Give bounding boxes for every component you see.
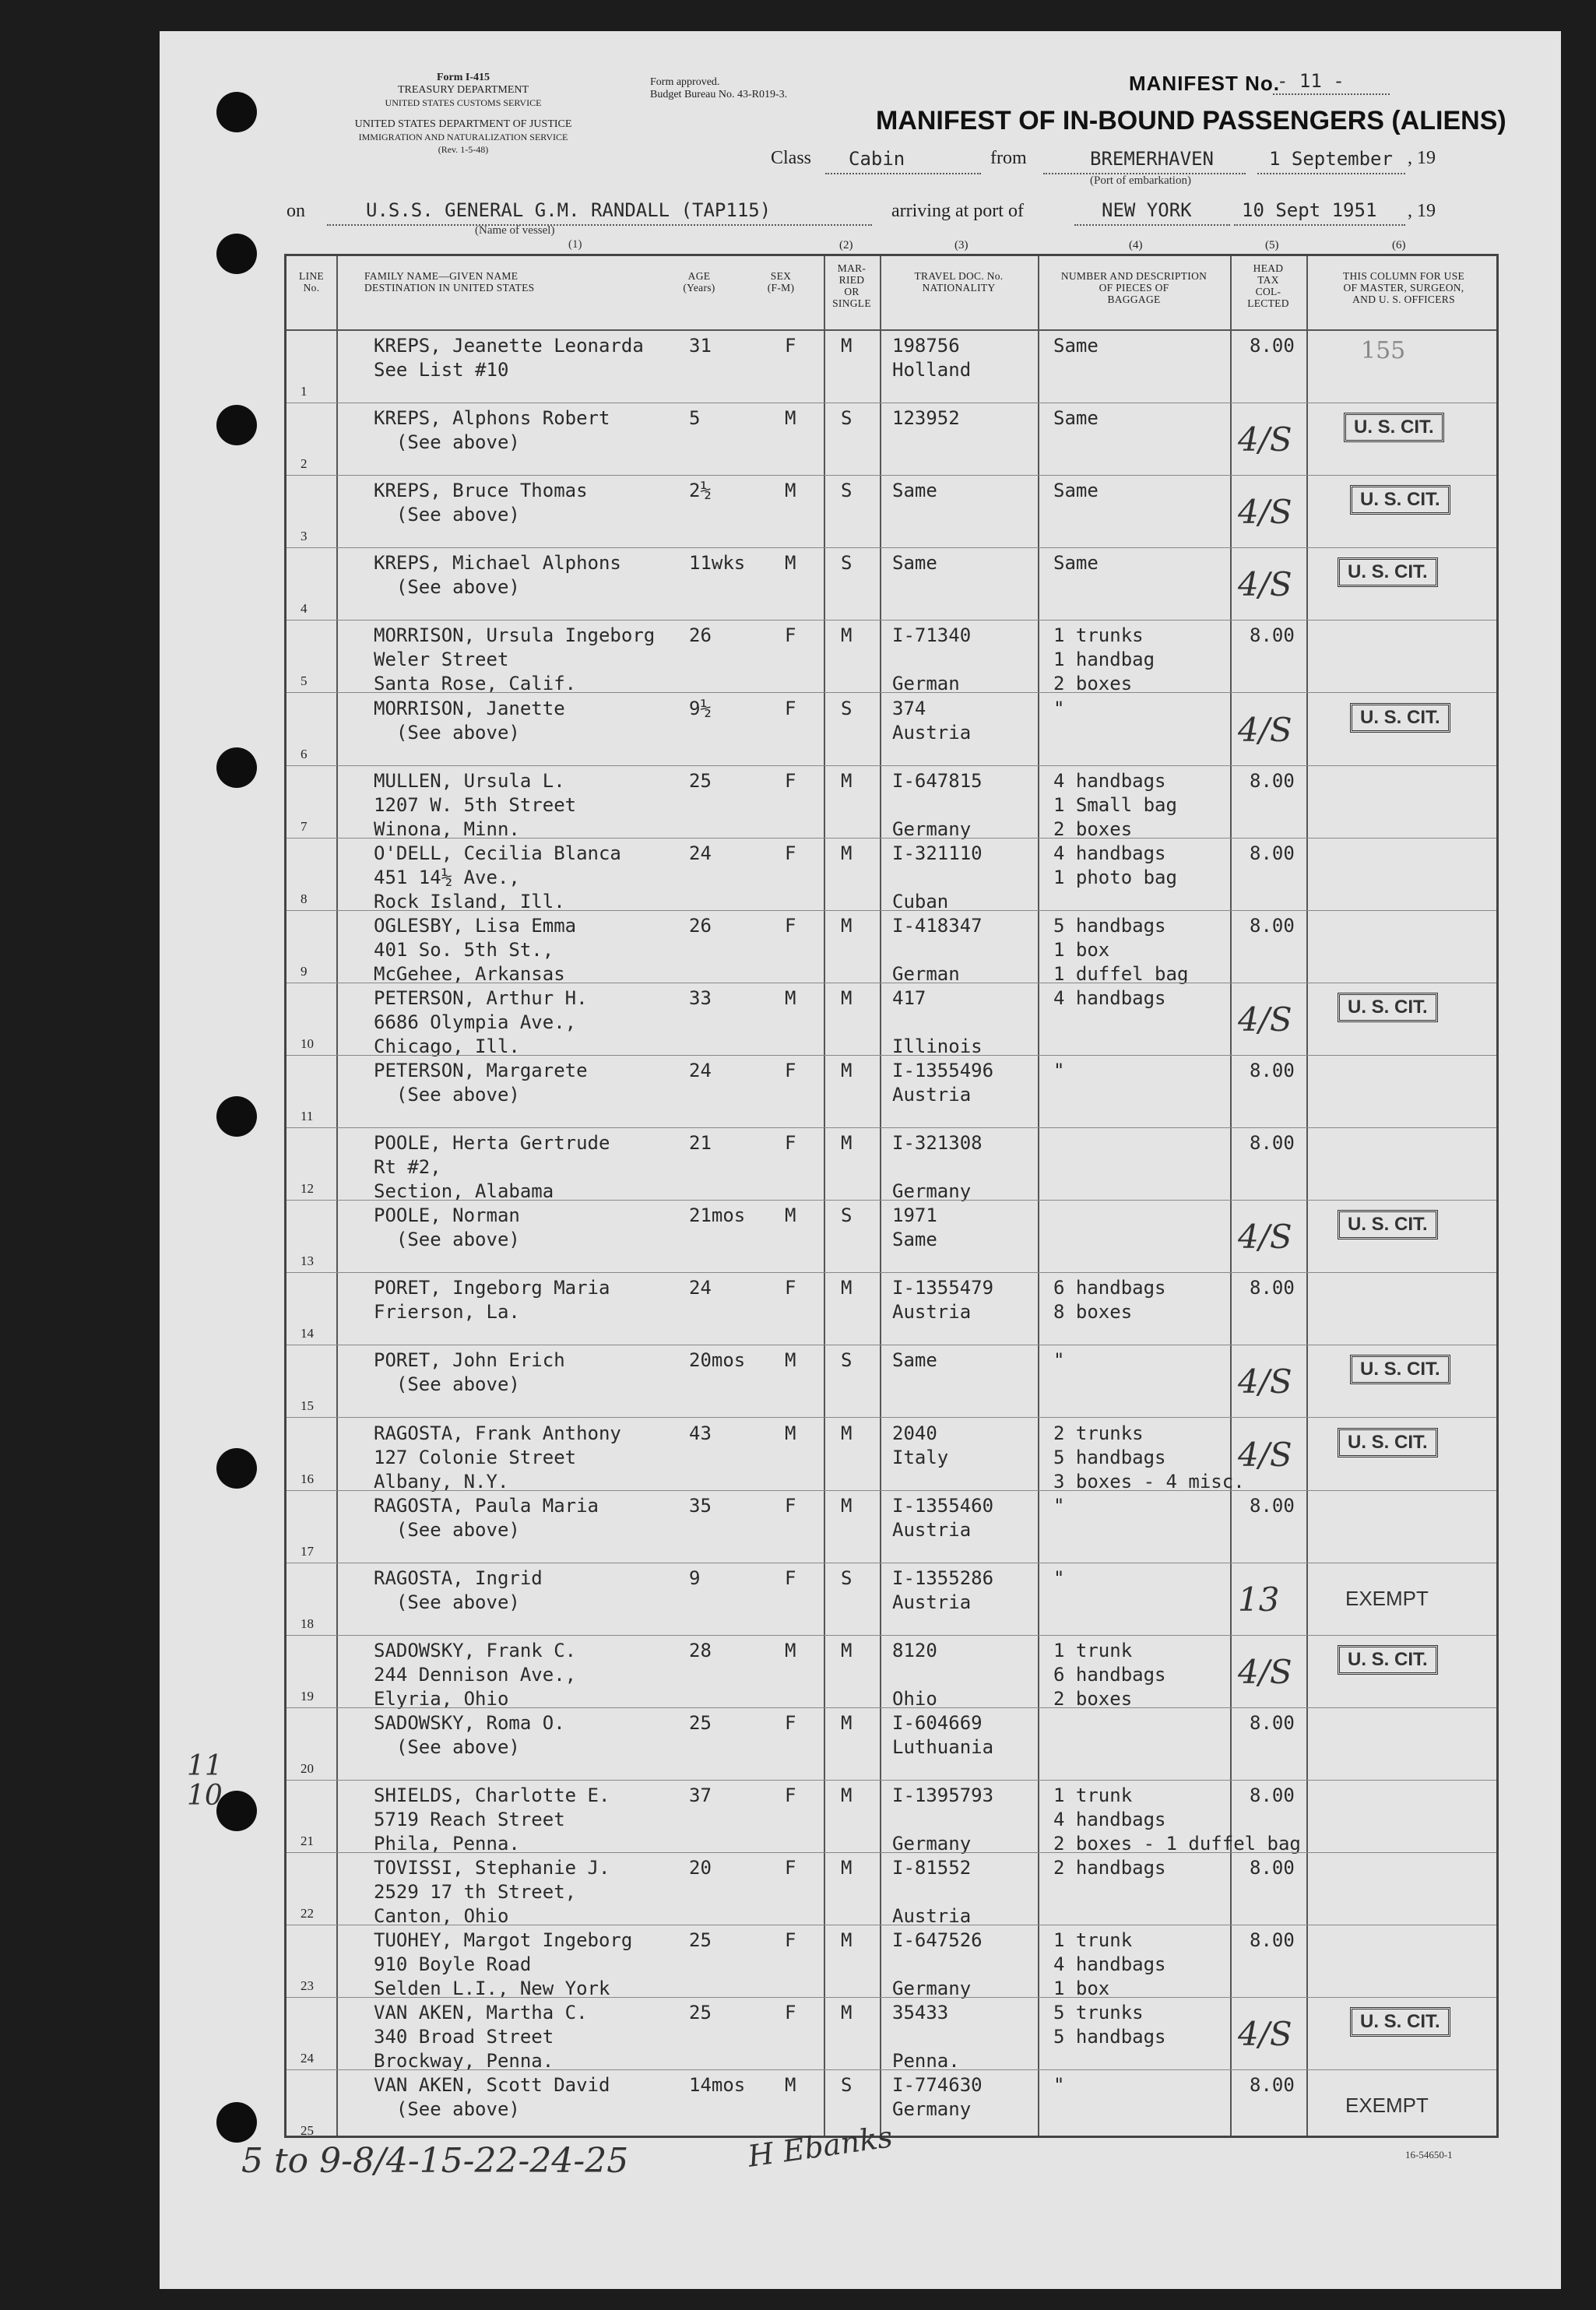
passenger-sex: M <box>785 480 796 502</box>
punch-hole <box>216 405 257 445</box>
passenger-marital-status: M <box>841 624 852 647</box>
line-number: 17 <box>301 1543 314 1559</box>
baggage-description: 2 trunks 5 handbags 3 boxes - 4 misc. <box>1053 1422 1245 1493</box>
punch-hole <box>216 92 257 132</box>
travel-doc-nationality: I-1355460 Austria <box>892 1494 994 1541</box>
baggage-description: 1 trunk 6 handbags 2 boxes <box>1053 1639 1166 1710</box>
head-tax: 8.00 <box>1250 1060 1295 1081</box>
passenger-sex: F <box>785 1566 796 1589</box>
passenger-marital-status: M <box>841 842 852 864</box>
handwritten-mark: 4/S <box>1238 1218 1292 1257</box>
passenger-marital-status: M <box>841 1857 852 1879</box>
on-label: on <box>287 201 305 221</box>
punch-hole <box>216 747 257 788</box>
table-row <box>287 1491 1496 1564</box>
head-tax: 8.00 <box>1250 1857 1295 1879</box>
us-citizen-stamp: U. S. CIT. <box>1338 1210 1438 1239</box>
baggage-description: " <box>1053 697 1065 719</box>
line-number: 18 <box>301 1616 314 1631</box>
manifest-title: MANIFEST OF IN-BOUND PASSENGERS (ALIENS) <box>876 106 1506 135</box>
underline <box>1257 173 1405 174</box>
travel-doc-nationality: 123952 <box>892 407 960 430</box>
table-row <box>287 476 1496 549</box>
form-approval <box>650 76 787 101</box>
travel-doc-nationality: I-1355479 Austria <box>892 1277 994 1324</box>
dept-customs: UNITED STATES CUSTOMS SERVICE <box>385 97 542 108</box>
travel-doc-nationality: I-321308 Germany <box>892 1132 983 1203</box>
official-number: 155 <box>1361 337 1406 364</box>
punch-hole <box>216 1096 257 1137</box>
table-row <box>287 911 1496 984</box>
handwritten-signature: H Ebanks <box>745 2119 895 2174</box>
passenger-name-destination: O'DELL, Cecilia Blanca 451 14½ Ave., Rock Island, Ill. <box>374 842 621 912</box>
baggage-description: 4 handbags 1 photo bag <box>1053 842 1177 888</box>
passenger-sex: F <box>785 1132 796 1155</box>
passenger-sex: F <box>785 697 796 719</box>
line-number: 13 <box>301 1253 314 1269</box>
head-tax: 8.00 <box>1250 1277 1295 1299</box>
table-row <box>287 1273 1496 1346</box>
table-row <box>287 1345 1496 1419</box>
passenger-sex: F <box>785 914 796 937</box>
passenger-sex: M <box>785 986 796 1009</box>
passenger-sex: F <box>785 624 796 647</box>
passenger-sex: F <box>785 1494 796 1517</box>
baggage-description: Same <box>1053 480 1099 502</box>
passenger-age: 37 <box>689 1784 712 1806</box>
passenger-age: 25 <box>689 2002 712 2024</box>
line-number: 14 <box>301 1326 314 1341</box>
table-row <box>287 1998 1496 2071</box>
passenger-sex: M <box>785 1422 796 1444</box>
table-row <box>287 548 1496 621</box>
table-row <box>287 1201 1496 1274</box>
travel-doc-nationality: 417 Illinois <box>892 986 983 1057</box>
passenger-age: 21 <box>689 1132 712 1155</box>
travel-doc-nationality: I-1395793 Germany <box>892 1784 994 1855</box>
passenger-name-destination: SADOWSKY, Frank C. 244 Dennison Ave., Elyria, Ohio <box>374 1639 577 1710</box>
baggage-description: Same <box>1053 407 1099 430</box>
table-row <box>287 1419 1496 1492</box>
travel-doc-nationality: I-604669 Luthuania <box>892 1711 994 1758</box>
table-row <box>287 1563 1496 1637</box>
passenger-name-destination: RAGOSTA, Frank Anthony 127 Colonie Street Albany, N.Y. <box>374 1422 621 1493</box>
passenger-age: 24 <box>689 842 712 864</box>
line-number: 23 <box>301 1978 314 1994</box>
column-header-travel-doc: TRAVEL DOC. No. NATIONALITY <box>914 270 1004 294</box>
table-row <box>287 331 1496 404</box>
line-number: 6 <box>301 746 308 761</box>
baggage-description: " <box>1053 1494 1065 1517</box>
passenger-name-destination: OGLESBY, Lisa Emma 401 So. 5th St., McGehee, Arkansas <box>374 914 577 985</box>
handwritten-mark: 4/S <box>1238 2015 1292 2054</box>
passenger-age: 28 <box>689 1639 712 1661</box>
year2-label: , 19 <box>1408 201 1436 221</box>
passenger-age: 43 <box>689 1422 712 1444</box>
form-revision: (Rev. 1-5-48) <box>438 144 489 155</box>
manifest-number: - 11 - <box>1277 70 1345 92</box>
passenger-name-destination: MORRISON, Janette (See above) <box>374 697 565 744</box>
passenger-name-destination: PETERSON, Margarete (See above) <box>374 1060 588 1106</box>
passenger-name-destination: VAN AKEN, Martha C. 340 Broad Street Brockway, Penna. <box>374 2002 588 2073</box>
line-number: 8 <box>301 891 308 906</box>
underline <box>1234 224 1405 226</box>
passenger-age: 25 <box>689 1711 712 1734</box>
column-header-name: FAMILY NAME—GIVEN NAME DESTINATION IN UNITED STATES <box>364 270 535 294</box>
passenger-sex: F <box>785 335 796 357</box>
exempt-stamp: EXEMPT <box>1345 2094 1429 2118</box>
head-tax: 8.00 <box>1250 1929 1295 1952</box>
baggage-description: 4 handbags 1 Small bag 2 boxes <box>1053 769 1177 840</box>
head-tax: 8.00 <box>1250 842 1295 864</box>
arrival-port: NEW YORK <box>1102 199 1192 221</box>
passenger-marital-status: M <box>841 1277 852 1299</box>
table-row <box>287 1128 1496 1201</box>
travel-doc-nationality: 2040 Italy <box>892 1422 949 1468</box>
head-tax: 8.00 <box>1250 335 1295 357</box>
passenger-marital-status: M <box>841 1784 852 1806</box>
travel-doc-nationality: I-647526 Germany <box>892 1929 983 2000</box>
passenger-age: 2½ <box>689 480 712 502</box>
passenger-name-destination: SADOWSKY, Roma O. (See above) <box>374 1711 565 1758</box>
from-value: BREMERHAVEN <box>1090 148 1214 170</box>
handwritten-mark: 4/S <box>1238 493 1292 532</box>
baggage-description: 1 trunks 1 handbag 2 boxes <box>1053 624 1155 695</box>
passenger-marital-status: S <box>841 407 852 430</box>
travel-doc-nationality: 8120 Ohio <box>892 1639 937 1710</box>
passenger-marital-status: M <box>841 1422 852 1444</box>
passenger-marital-status: S <box>841 1204 852 1227</box>
arrival-date: 10 Sept 1951 <box>1242 199 1377 221</box>
us-citizen-stamp: U. S. CIT. <box>1344 413 1444 442</box>
passenger-sex: M <box>785 2074 796 2097</box>
line-number: 11 <box>301 1109 314 1123</box>
passenger-sex: F <box>785 769 796 792</box>
passenger-name-destination: KREPS, Michael Alphons (See above) <box>374 552 621 599</box>
passenger-name-destination: PORET, John Erich (See above) <box>374 1349 565 1396</box>
footer-code: 16-54650-1 <box>1405 2149 1453 2161</box>
travel-doc-nationality: I-774630 Germany <box>892 2074 983 2121</box>
baggage-description: 1 trunk 4 handbags 1 box <box>1053 1929 1166 2000</box>
passenger-name-destination: KREPS, Jeanette Leonarda See List #10 <box>374 335 644 381</box>
passenger-name-destination: RAGOSTA, Ingrid (See above) <box>374 1566 543 1613</box>
passenger-sex: F <box>785 2002 796 2024</box>
passenger-name-destination: MULLEN, Ursula L. 1207 W. 5th Street Winona, Minn. <box>374 769 577 840</box>
travel-doc-nationality: 1971 Same <box>892 1204 937 1251</box>
line-number: 19 <box>301 1688 314 1703</box>
line-number: 24 <box>301 2051 314 2066</box>
passenger-sex: M <box>785 1639 796 1661</box>
travel-doc-nationality: I-647815 Germany <box>892 769 983 840</box>
passenger-age: 26 <box>689 624 712 647</box>
baggage-description: 5 trunks 5 handbags <box>1053 2002 1166 2048</box>
passenger-name-destination: POOLE, Norman (See above) <box>374 1204 520 1251</box>
head-tax: 8.00 <box>1250 624 1295 647</box>
passenger-sex: M <box>785 1349 796 1372</box>
passenger-age: 25 <box>689 1929 712 1952</box>
punch-hole <box>216 234 257 274</box>
passenger-marital-status: M <box>841 986 852 1009</box>
arriving-label: arriving at port of <box>891 201 1024 221</box>
column-header-head-tax: HEAD TAX COL- LECTED <box>1247 262 1289 309</box>
form-number: Form I-415 <box>436 72 490 83</box>
class-label: Class <box>771 148 812 168</box>
passenger-marital-status: M <box>841 1494 852 1517</box>
head-tax: 8.00 <box>1250 1494 1295 1517</box>
line-number: 7 <box>301 818 308 834</box>
passenger-marital-status: S <box>841 697 852 719</box>
handwritten-mark: 4/S <box>1238 1435 1292 1474</box>
us-citizen-stamp: U. S. CIT. <box>1338 1645 1438 1675</box>
passenger-marital-status: S <box>841 1349 852 1372</box>
baggage-description: " <box>1053 1349 1065 1372</box>
travel-doc-nationality: I-1355286 Austria <box>892 1566 994 1613</box>
passenger-sex: F <box>785 1929 796 1952</box>
passenger-marital-status: M <box>841 769 852 792</box>
baggage-description: 1 trunk 4 handbags 2 boxes - 1 duffel bag <box>1053 1784 1301 1855</box>
baggage-description: " <box>1053 1060 1065 1081</box>
passenger-marital-status: M <box>841 1929 852 1952</box>
column-header-officers: THIS COLUMN FOR USE OF MASTER, SURGEON, AND U. S. OFFICERS <box>1342 270 1465 305</box>
column-header-line: LINE No. <box>299 270 324 294</box>
table-row <box>287 1056 1496 1129</box>
passenger-name-destination: MORRISON, Ursula Ingeborg Weler Street Santa Rose, Calif. <box>374 624 656 695</box>
passenger-marital-status: S <box>841 552 852 575</box>
head-tax: 8.00 <box>1250 1711 1295 1734</box>
vessel-column-number: (1) <box>568 238 582 251</box>
underline <box>1273 93 1390 95</box>
line-number: 4 <box>301 601 308 617</box>
manifest-number-label: MANIFEST No. <box>1129 72 1280 95</box>
passenger-sex: M <box>785 407 796 430</box>
baggage-description: Same <box>1053 552 1099 575</box>
line-number: 5 <box>301 673 308 689</box>
passenger-marital-status: M <box>841 1639 852 1661</box>
passenger-marital-status: M <box>841 1060 852 1081</box>
passenger-sex: F <box>785 1857 796 1879</box>
head-tax: 8.00 <box>1250 1784 1295 1806</box>
table-row <box>287 403 1496 476</box>
passenger-name-destination: PETERSON, Arthur H. 6686 Olympia Ave., Chicago, Ill. <box>374 986 588 1057</box>
passenger-age: 35 <box>689 1494 712 1517</box>
handwritten-line-list: 5 to 9-8/4-15-22-24-25 <box>241 2141 629 2181</box>
baggage-description: " <box>1053 1566 1065 1589</box>
travel-doc-nationality: Same <box>892 552 937 575</box>
passenger-name-destination: POOLE, Herta Gertrude Rt #2, Section, Alabama <box>374 1132 610 1203</box>
passenger-name-destination: VAN AKEN, Scott David (See above) <box>374 2074 610 2121</box>
passenger-marital-status: S <box>841 1566 852 1589</box>
passenger-age: 24 <box>689 1277 712 1299</box>
handwritten-mark: 4/S <box>1238 565 1292 604</box>
passenger-name-destination: SHIELDS, Charlotte E. 5719 Reach Street Phila, Penna. <box>374 1784 610 1855</box>
passenger-sex: F <box>785 1277 796 1299</box>
embarkation-note: (Port of embarkation) <box>1090 174 1191 187</box>
passenger-age: 14mos <box>689 2074 746 2097</box>
head-tax: 8.00 <box>1250 769 1295 792</box>
baggage-description: 4 handbags <box>1053 986 1166 1009</box>
line-number: 22 <box>301 1906 314 1921</box>
handwritten-mark: 13 <box>1238 1580 1280 1619</box>
passenger-age: 31 <box>689 335 712 357</box>
handwritten-side-note: 11 10 <box>187 1750 223 1812</box>
passenger-sex: M <box>785 552 796 575</box>
year-label: , 19 <box>1408 148 1436 168</box>
column-number: (6) <box>1392 239 1406 251</box>
table-row <box>287 1708 1496 1781</box>
passenger-age: 33 <box>689 986 712 1009</box>
passenger-sex: F <box>785 1060 796 1081</box>
passenger-sex: F <box>785 1711 796 1734</box>
approved-line2: Budget Bureau No. 43-R019-3. <box>650 89 788 100</box>
passenger-name-destination: TUOHEY, Margot Ingeborg 910 Boyle Road Selden L.I., New York <box>374 1929 633 2000</box>
travel-doc-nationality: I-1355496 Austria <box>892 1060 994 1106</box>
passenger-marital-status: M <box>841 2002 852 2024</box>
handwritten-mark: 4/S <box>1238 1000 1292 1039</box>
travel-doc-nationality: 198756 Holland <box>892 335 972 381</box>
handwritten-mark: 4/S <box>1238 1362 1292 1401</box>
column-header-sex: SEX (F-M) <box>767 270 795 294</box>
passenger-marital-status: S <box>841 2074 852 2097</box>
passenger-marital-status: M <box>841 1132 852 1155</box>
passenger-name-destination: RAGOSTA, Paula Maria (See above) <box>374 1494 599 1541</box>
column-header-baggage: NUMBER AND DESCRIPTION OF PIECES OF BAGGAGE <box>1060 270 1208 305</box>
line-number: 15 <box>301 1398 314 1414</box>
from-label: from <box>990 148 1027 168</box>
passenger-table <box>284 239 1499 2139</box>
table-row <box>287 621 1496 694</box>
passenger-age: 21mos <box>689 1204 746 1227</box>
underline <box>327 224 872 226</box>
passenger-marital-status: S <box>841 480 852 502</box>
table-row <box>287 1781 1496 1854</box>
passenger-age: 9 <box>689 1566 701 1589</box>
passenger-age: 26 <box>689 914 712 937</box>
column-header-married: MAR- RIED OR SINGLE <box>832 262 871 309</box>
passenger-age: 24 <box>689 1060 712 1081</box>
handwritten-mark: 4/S <box>1238 1652 1292 1691</box>
table-row <box>287 983 1496 1057</box>
table-row <box>287 839 1496 912</box>
column-header-age: AGE (Years) <box>683 270 715 294</box>
us-citizen-stamp: U. S. CIT. <box>1338 557 1438 587</box>
baggage-description: " <box>1053 2074 1065 2097</box>
passenger-age: 20 <box>689 1857 712 1879</box>
underline <box>825 173 981 174</box>
passenger-marital-status: M <box>841 914 852 937</box>
line-number: 12 <box>301 1181 314 1197</box>
line-number: 9 <box>301 963 308 979</box>
punch-hole <box>216 2102 257 2143</box>
departure-date: 1 September <box>1269 148 1393 170</box>
baggage-description: Same <box>1053 335 1099 357</box>
passenger-age: 11wks <box>689 552 746 575</box>
column-number: (4) <box>1129 239 1143 251</box>
table-row <box>287 766 1496 839</box>
underline <box>1074 224 1230 226</box>
passenger-name-destination: KREPS, Bruce Thomas (See above) <box>374 480 588 526</box>
line-number: 2 <box>301 456 308 472</box>
us-citizen-stamp: U. S. CIT. <box>1350 703 1450 733</box>
us-citizen-stamp: U. S. CIT. <box>1338 1428 1438 1457</box>
passenger-age: 9½ <box>689 697 712 719</box>
travel-doc-nationality: Same <box>892 480 937 502</box>
passenger-sex: F <box>785 1784 796 1806</box>
line-number: 25 <box>301 2123 314 2139</box>
table-row <box>287 694 1496 767</box>
form-header-left <box>296 72 631 156</box>
us-citizen-stamp: U. S. CIT. <box>1338 993 1438 1022</box>
table-row <box>287 1925 1496 1999</box>
approved-line1: Form approved. <box>650 76 720 88</box>
passenger-age: 25 <box>689 769 712 792</box>
head-tax: 8.00 <box>1250 2074 1295 2097</box>
line-number: 21 <box>301 1834 314 1848</box>
travel-doc-nationality: 374 Austria <box>892 697 972 744</box>
baggage-description: 2 handbags <box>1053 1857 1166 1879</box>
us-citizen-stamp: U. S. CIT. <box>1350 1355 1450 1384</box>
column-number: (3) <box>954 239 968 251</box>
line-number: 16 <box>301 1471 314 1486</box>
dept-treasury: TREASURY DEPARTMENT <box>397 84 529 96</box>
passenger-marital-status: M <box>841 335 852 357</box>
passenger-age: 20mos <box>689 1349 746 1372</box>
travel-doc-nationality: Same <box>892 1349 937 1372</box>
travel-doc-nationality: 35433 Penna. <box>892 2002 960 2073</box>
travel-doc-nationality: I-418347 German <box>892 914 983 985</box>
baggage-description: 5 handbags 1 box 1 duffel bag <box>1053 914 1189 985</box>
handwritten-mark: 4/S <box>1238 420 1292 459</box>
head-tax: 8.00 <box>1250 914 1295 937</box>
table-row <box>287 1636 1496 1709</box>
dept-justice: UNITED STATES DEPARTMENT OF JUSTICE <box>354 118 572 130</box>
vessel-name: U.S.S. GENERAL G.M. RANDALL (TAP115) <box>366 199 772 221</box>
travel-doc-nationality: I-321110 Cuban <box>892 842 983 912</box>
column-number: (2) <box>839 239 853 251</box>
line-number: 1 <box>301 384 308 399</box>
head-tax: 8.00 <box>1250 1132 1295 1155</box>
passenger-name-destination: KREPS, Alphons Robert (See above) <box>374 407 610 454</box>
us-citizen-stamp: U. S. CIT. <box>1350 2007 1450 2037</box>
vessel-note: (Name of vessel) <box>475 224 555 237</box>
dept-immigration: IMMIGRATION AND NATURALIZATION SERVICE <box>358 132 568 142</box>
travel-doc-nationality: I-81552 Austria <box>892 1857 972 1928</box>
passenger-name-destination: TOVISSI, Stephanie J. 2529 17 th Street, Canton, Ohio <box>374 1857 610 1928</box>
column-number: (5) <box>1265 239 1279 251</box>
passenger-name-destination: PORET, Ingeborg Maria Frierson, La. <box>374 1277 610 1324</box>
class-value: Cabin <box>849 148 905 170</box>
passenger-sex: M <box>785 1204 796 1227</box>
travel-doc-nationality: I-71340 German <box>892 624 972 695</box>
exempt-stamp: EXEMPT <box>1345 1586 1429 1610</box>
line-number: 3 <box>301 529 308 544</box>
line-number: 20 <box>301 1760 314 1776</box>
us-citizen-stamp: U. S. CIT. <box>1350 485 1450 515</box>
passenger-marital-status: M <box>841 1711 852 1734</box>
table-row <box>287 1853 1496 1926</box>
baggage-description: 6 handbags 8 boxes <box>1053 1277 1166 1324</box>
punch-hole <box>216 1448 257 1489</box>
passenger-sex: F <box>785 842 796 864</box>
handwritten-mark: 4/S <box>1238 710 1292 749</box>
line-number: 10 <box>301 1035 314 1051</box>
passenger-age: 5 <box>689 407 701 430</box>
